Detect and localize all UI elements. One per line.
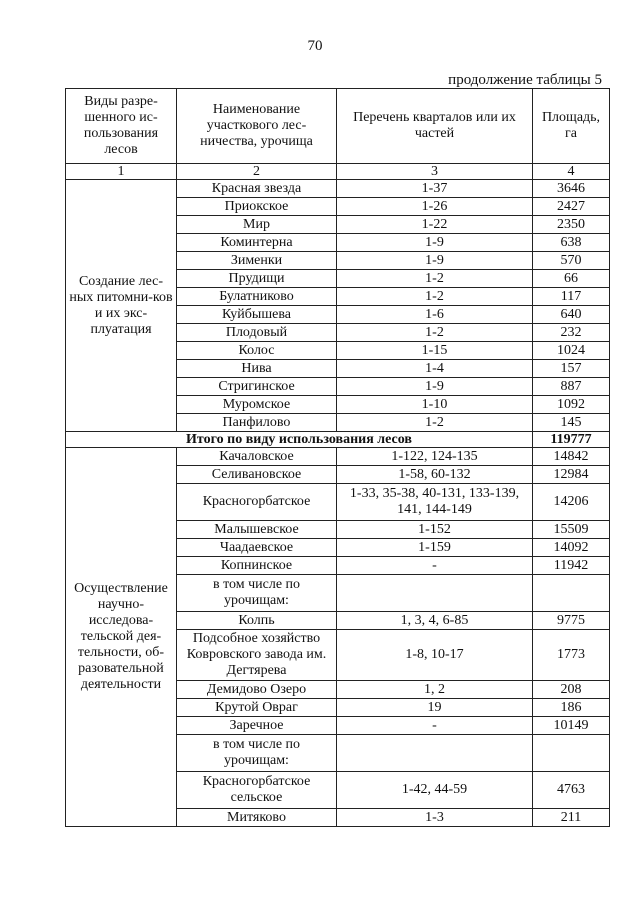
quarters: - [337,717,533,735]
forestry-name: Плодовый [177,324,337,342]
area: 9775 [533,612,610,630]
quarters: 1-22 [337,216,533,234]
quarters: 1-6 [337,306,533,324]
total-label: Итого по виду использования лесов [66,432,533,448]
column-number: 1 [66,164,177,180]
subheading: в том числе по урочищам: [177,735,337,772]
quarters: 1-37 [337,180,533,198]
area: 208 [533,681,610,699]
quarters: 1-122, 124-135 [337,448,533,466]
area: 570 [533,252,610,270]
quarters: 1-2 [337,270,533,288]
area: 2427 [533,198,610,216]
quarters: 1-58, 60-132 [337,466,533,484]
area: 117 [533,288,610,306]
quarters: 1-3 [337,809,533,827]
quarters: 1-2 [337,288,533,306]
forestry-name: Подсобное хозяйство Ковровского завода им. Дегтярева [177,630,337,681]
forestry-name: Селивановское [177,466,337,484]
quarters [337,575,533,612]
area: 1773 [533,630,610,681]
table-row [66,180,610,198]
forestry-name: Качаловское [177,448,337,466]
quarters: 1-2 [337,414,533,432]
area: 232 [533,324,610,342]
forestry-name: Прудищи [177,270,337,288]
forestry-name: Чаадаевское [177,539,337,557]
area: 887 [533,378,610,396]
area: 14206 [533,484,610,521]
area: 14092 [533,539,610,557]
forestry-name: Митяково [177,809,337,827]
forestry-name: Красногорбатское [177,484,337,521]
table-row [66,448,610,466]
total-area: 119777 [533,432,610,448]
area: 4763 [533,772,610,809]
area: 14842 [533,448,610,466]
forestry-name: Мир [177,216,337,234]
page-number: 70 [307,38,323,54]
area: 145 [533,414,610,432]
area: 2350 [533,216,610,234]
header-row [66,89,610,164]
forestry-name: Демидово Озеро [177,681,337,699]
area: 640 [533,306,610,324]
forestry-name: Панфилово [177,414,337,432]
forestry-name: Муромское [177,396,337,414]
header-quarters: Перечень кварталов или их частей [337,89,533,164]
quarters: - [337,557,533,575]
area: 15509 [533,521,610,539]
area: 186 [533,699,610,717]
quarters: 1-33, 35-38, 40-131, 133-139, 141, 144-149 [337,484,533,521]
column-number: 3 [337,164,533,180]
header-use-type: Виды разре-шенного ис-пользования лесов [66,89,177,164]
forestry-name: Красная звезда [177,180,337,198]
area: 12984 [533,466,610,484]
quarters: 1-9 [337,378,533,396]
forestry-name: Зименки [177,252,337,270]
category-cell: Осуществление научно-исследова-тельской дея-тельности, об-разовательной деятельности [66,448,177,827]
forestry-name: Копнинское [177,557,337,575]
quarters: 1-152 [337,521,533,539]
quarters: 1, 3, 4, 6-85 [337,612,533,630]
forestry-name: Красногорбатское сельское [177,772,337,809]
area: 10149 [533,717,610,735]
quarters: 1-4 [337,360,533,378]
column-number: 2 [177,164,337,180]
quarters: 1, 2 [337,681,533,699]
forest-use-table [65,88,610,827]
quarters: 19 [337,699,533,717]
header-forestry-name: Наименование участкового лес-ничества, урочища [177,89,337,164]
continuation-note: продолжение таблицы 5 [448,72,602,88]
column-number-row [66,164,610,180]
area [533,575,610,612]
forestry-name: Приокское [177,198,337,216]
subheading: в том числе по урочищам: [177,575,337,612]
quarters: 1-42, 44-59 [337,772,533,809]
column-number: 4 [533,164,610,180]
quarters: 1-15 [337,342,533,360]
quarters: 1-10 [337,396,533,414]
area: 157 [533,360,610,378]
area: 3646 [533,180,610,198]
forestry-name: Коминтерна [177,234,337,252]
header-area: Площадь, га [533,89,610,164]
quarters: 1-9 [337,234,533,252]
area: 66 [533,270,610,288]
forestry-name: Булатниково [177,288,337,306]
forestry-name: Куйбышева [177,306,337,324]
area: 1092 [533,396,610,414]
forestry-name: Стригинское [177,378,337,396]
quarters [337,735,533,772]
total-row [66,432,610,448]
forestry-name: Колос [177,342,337,360]
quarters: 1-2 [337,324,533,342]
forestry-name: Заречное [177,717,337,735]
forestry-name: Колпь [177,612,337,630]
area: 1024 [533,342,610,360]
area [533,735,610,772]
quarters: 1-26 [337,198,533,216]
area: 11942 [533,557,610,575]
quarters: 1-8, 10-17 [337,630,533,681]
quarters: 1-9 [337,252,533,270]
forestry-name: Крутой Овраг [177,699,337,717]
area: 211 [533,809,610,827]
category-cell: Создание лес-ных питомни-ков и их экс-плуатация [66,180,177,432]
area: 638 [533,234,610,252]
quarters: 1-159 [337,539,533,557]
forestry-name: Нива [177,360,337,378]
forestry-name: Малышевское [177,521,337,539]
